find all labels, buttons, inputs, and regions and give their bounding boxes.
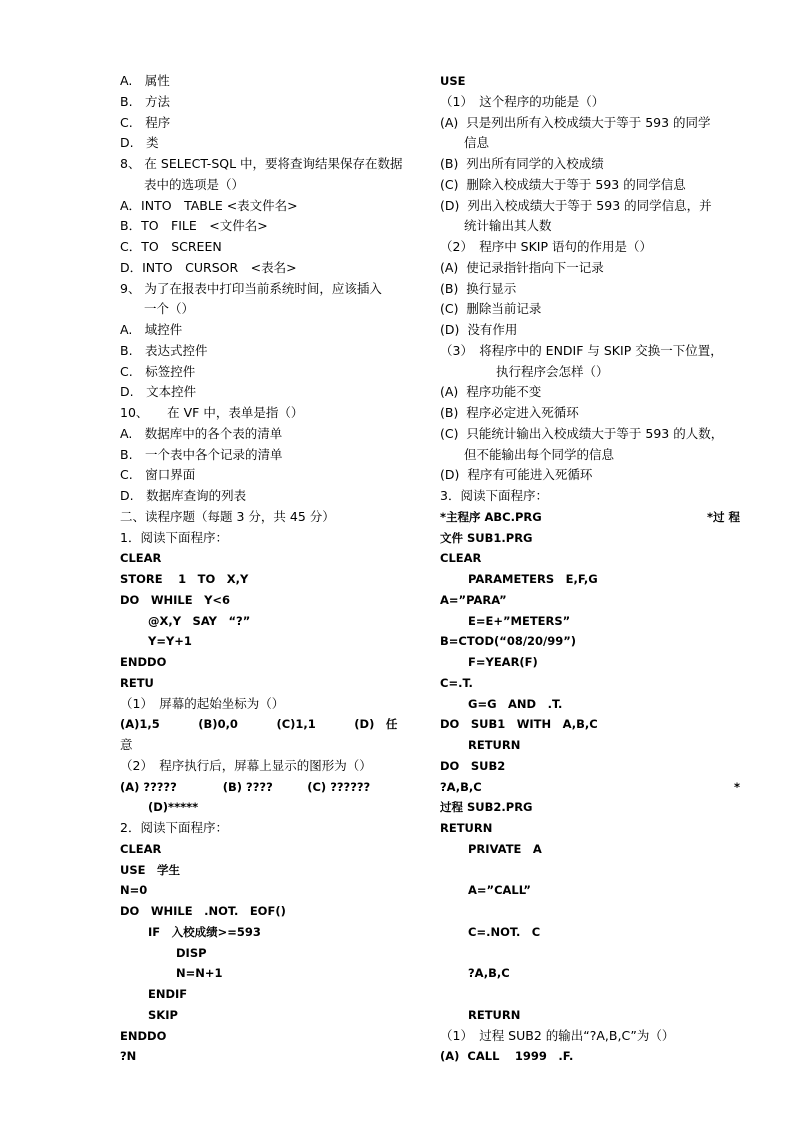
right-line: B=CTOD(“08/20/99”) [440, 634, 577, 649]
right-line: （1） 过程 SUB2 的输出“?A,B,C”为（） [440, 1027, 675, 1043]
right-line: 文件 SUB1.PRG [440, 530, 533, 545]
right-line: DO SUB1 WITH A,B,C [440, 717, 598, 732]
left-line: CLEAR [120, 551, 162, 566]
right-line [440, 777, 740, 798]
left-line: D. 数据库查询的列表 [120, 488, 247, 503]
right-line [440, 984, 740, 1005]
left-line: ENDIF [148, 987, 188, 1001]
left-line: 10、 在 VF 中，表单是指（） [120, 405, 304, 420]
left-line: A. 属性 [120, 73, 170, 88]
right-line [440, 507, 740, 528]
right-line: (C) 删除当前记录 [440, 301, 542, 317]
left-line: Y=Y+1 [148, 634, 192, 649]
right-line: A=”PARA” [440, 592, 507, 607]
left-line: A. 域控件 [120, 322, 183, 337]
right-line: (A) CALL 1999 .F. [440, 1049, 574, 1064]
left-line: B. 一个表中各个记录的清单 [120, 446, 283, 462]
left-line: C. 窗口界面 [120, 467, 196, 483]
left-line: STORE 1 TO X,Y [120, 572, 249, 586]
left-line: （2） 程序执行后，屏幕上显示的图形为（） [120, 757, 372, 773]
right-line: (B) 程序必定进入死循环 [440, 405, 579, 420]
left-line: 8、 在 SELECT-SQL 中，要将查询结果保存在数据 [120, 156, 403, 171]
left-line: (A) ????? (B) ???? (C) ?????? [120, 779, 371, 794]
right-line: (D) 没有作用 [440, 322, 518, 337]
right-line: (B) 换行显示 [440, 280, 517, 296]
left-line: （1） 屏幕的起始坐标为（） [120, 695, 285, 711]
line-text: *主程序 ABC.PRG [440, 509, 542, 524]
line-right-text: *过 程 [706, 509, 740, 524]
right-line: RETURN [468, 1007, 521, 1022]
left-line: RETU [120, 675, 154, 690]
right-line: RETURN [440, 821, 493, 835]
left-line: 意 [120, 737, 133, 752]
left-line: (A)1,5 (B)0,0 (C)1,1 (D) 任 [120, 717, 398, 732]
right-line [440, 943, 740, 964]
left-line: D. 文本控件 [120, 384, 197, 400]
right-line: PRIVATE A [468, 841, 542, 856]
right-line: （1） 这个程序的功能是（） [440, 93, 605, 109]
left-line: C．TO SCREEN [120, 239, 222, 254]
right-line: (B) 列出所有同学的入校成绩 [440, 156, 604, 171]
left-line: 表中的选项是（） [144, 176, 245, 192]
left-line: A．INTO TABLE <表文件名> [120, 197, 298, 213]
right-line: 过程 SUB2.PRG [440, 800, 533, 815]
right-line: 3．阅读下面程序： [440, 488, 548, 503]
right-line: 但不能输出每个同学的信息 [464, 446, 615, 462]
left-line: ENDDO [120, 1028, 167, 1043]
right-line: A=”CALL” [468, 883, 531, 898]
right-line: (C) 只能统计输出入校成绩大于等于 593 的人数， [440, 425, 724, 441]
left-line: B. 表达式控件 [120, 342, 208, 358]
right-line: PARAMETERS E,F,G [468, 572, 598, 586]
left-line: SKIP [148, 1007, 178, 1022]
right-line: (D) 程序有可能进入死循环 [440, 467, 593, 483]
left-line: 二、读程序题（每题 3 分，共 45 分） [120, 508, 335, 524]
line-right-text: * [733, 779, 740, 794]
right-line: CLEAR [440, 551, 482, 566]
left-line: B．TO FILE <文件名> [120, 218, 268, 234]
left-line: D. 类 [120, 135, 159, 151]
right-line: （3） 将程序中的 ENDIF 与 SKIP 交换一下位置， [440, 342, 723, 358]
right-line: (A) 只是列出所有入校成绩大于等于 593 的同学 [440, 114, 711, 130]
left-line: N=0 [120, 883, 148, 898]
right-line: RETURN [468, 738, 521, 752]
right-line: USE [440, 74, 466, 88]
left-line: 2．阅读下面程序： [120, 820, 228, 835]
right-line: 信息 [464, 135, 490, 151]
left-line: DO WHILE Y<6 [120, 592, 231, 607]
left-line: 9、 为了在报表中打印当前系统时间，应该插入 [120, 280, 382, 296]
right-column [440, 71, 740, 1067]
left-line: 1．阅读下面程序： [120, 529, 228, 545]
left-line: B. 方法 [120, 93, 171, 109]
left-line: DO WHILE .NOT. EOF() [120, 904, 286, 918]
left-line: USE 学生 [120, 862, 180, 877]
left-line: 一个（） [144, 301, 195, 317]
left-line: @X,Y SAY “?” [148, 613, 251, 628]
right-line: 统计输出其人数 [464, 218, 552, 234]
right-line [440, 860, 740, 881]
right-line: C=.T. [440, 675, 473, 690]
left-line: N=N+1 [176, 966, 223, 981]
left-line: (D)***** [148, 800, 199, 815]
right-line: DO SUB2 [440, 758, 506, 773]
right-line: G=G AND .T. [468, 696, 563, 711]
left-line: DISP [176, 945, 207, 960]
left-column [120, 71, 420, 1067]
left-line: A. 数据库中的各个表的清单 [120, 425, 283, 441]
right-line: (C) 删除入校成绩大于等于 593 的同学信息 [440, 176, 686, 192]
right-line: (D) 列出入校成绩大于等于 593 的同学信息，并 [440, 197, 712, 213]
right-line: E=E+”METERS” [468, 613, 571, 628]
right-line: C=.NOT. C [468, 924, 541, 939]
line-text: ?A,B,C [440, 779, 482, 794]
right-line: ?A,B,C [468, 966, 510, 981]
left-line: CLEAR [120, 841, 162, 856]
left-line: ENDDO [120, 655, 167, 669]
left-line: C. 程序 [120, 114, 171, 130]
left-line: D．INTO CURSOR <表名> [120, 259, 297, 275]
right-line: 执行程序会怎样（） [496, 363, 609, 379]
right-line: F=YEAR(F) [468, 655, 538, 669]
right-line: （2） 程序中 SKIP 语句的作用是（） [440, 239, 653, 254]
left-line: IF 入校成绩>=593 [148, 924, 261, 939]
left-line: ?N [120, 1049, 137, 1064]
left-line: C. 标签控件 [120, 363, 196, 379]
right-line: (A) 使记录指针指向下一记录 [440, 259, 604, 275]
right-line [440, 901, 740, 922]
right-line: (A) 程序功能不变 [440, 384, 542, 400]
